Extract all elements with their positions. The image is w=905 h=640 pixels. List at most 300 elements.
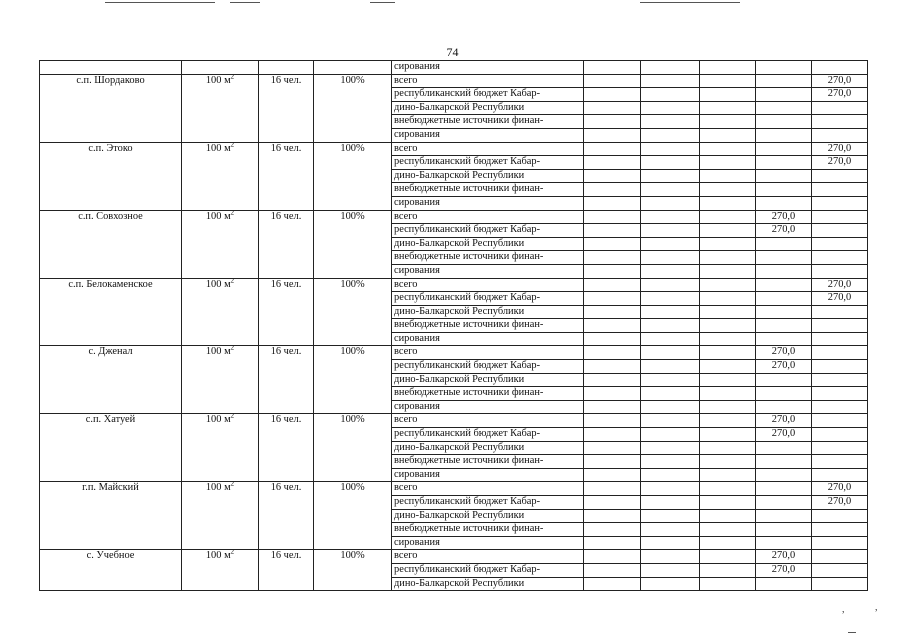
value-cell — [812, 428, 868, 442]
value-cell — [756, 400, 812, 414]
value-cell: 270,0 — [756, 346, 812, 360]
value-cell — [756, 577, 812, 591]
funding-source-cell: дино-Балкарской Республики — [392, 509, 584, 523]
value-cell — [641, 74, 700, 88]
funding-source-cell: сирования — [392, 128, 584, 142]
value-cell — [756, 74, 812, 88]
value-cell — [584, 264, 641, 278]
people-count: 16 чел. — [259, 142, 314, 210]
funding-source-cell: сирования — [392, 264, 584, 278]
value-cell — [641, 196, 700, 210]
value-cell — [641, 441, 700, 455]
value-cell — [700, 210, 756, 224]
value-cell — [700, 142, 756, 156]
scan-edge-mark — [370, 2, 395, 3]
value-cell — [584, 373, 641, 387]
area-value: 100 — [205, 142, 222, 154]
value-cell — [700, 523, 756, 537]
table-row — [40, 550, 868, 564]
value-cell — [584, 183, 641, 197]
area-unit-exponent: 2 — [230, 413, 235, 420]
settlement-name: с.п. Хатуей — [40, 414, 182, 482]
value-cell — [812, 509, 868, 523]
coverage-percent: 100% — [314, 414, 392, 482]
value-cell — [812, 128, 868, 142]
value-cell — [700, 115, 756, 129]
area-cell — [182, 550, 259, 591]
value-cell — [700, 577, 756, 591]
funding-source-cell: внебюджетные источники финан- — [392, 115, 584, 129]
settlement-name: с.п. Совхозное — [40, 210, 182, 278]
coverage-percent: 100% — [314, 346, 392, 414]
value-cell — [812, 387, 868, 401]
value-cell — [641, 523, 700, 537]
value-cell — [812, 468, 868, 482]
value-cell — [641, 414, 700, 428]
funding-source-cell: сирования — [392, 400, 584, 414]
value-cell — [641, 169, 700, 183]
coverage-percent: 100% — [314, 210, 392, 278]
funding-source-cell: внебюджетные источники финан- — [392, 251, 584, 265]
value-cell — [700, 400, 756, 414]
value-cell — [700, 61, 756, 75]
value-cell — [584, 319, 641, 333]
funding-source-cell: дино-Балкарской Республики — [392, 441, 584, 455]
value-cell — [584, 563, 641, 577]
value-cell — [812, 183, 868, 197]
value-cell — [756, 251, 812, 265]
value-cell — [756, 61, 812, 75]
funding-source-cell: республиканский бюджет Кабар- — [392, 224, 584, 238]
area-cell — [182, 482, 259, 550]
value-cell — [700, 169, 756, 183]
value-cell — [584, 441, 641, 455]
value-cell — [700, 292, 756, 306]
table-row — [40, 482, 868, 496]
area-value: 100 — [205, 346, 222, 358]
value-cell: 270,0 — [812, 142, 868, 156]
value-cell — [756, 305, 812, 319]
area-value: 100 — [205, 210, 222, 222]
value-cell — [812, 169, 868, 183]
area-unit: м — [224, 210, 231, 222]
value-cell — [584, 237, 641, 251]
settlement-name: с.п. Белокаменское — [40, 278, 182, 346]
area-cell — [182, 142, 259, 210]
value-cell — [641, 563, 700, 577]
value-cell — [584, 101, 641, 115]
value-cell — [812, 400, 868, 414]
empty-cell — [314, 61, 392, 75]
value-cell — [700, 441, 756, 455]
value-cell — [641, 264, 700, 278]
value-cell — [641, 278, 700, 292]
value-cell — [584, 61, 641, 75]
value-cell — [700, 428, 756, 442]
funding-source-cell: всего — [392, 74, 584, 88]
value-cell — [700, 373, 756, 387]
value-cell — [812, 196, 868, 210]
value-cell: 270,0 — [812, 292, 868, 306]
area-unit: м — [224, 482, 231, 494]
value-cell — [756, 142, 812, 156]
value-cell — [584, 496, 641, 510]
funding-source-cell: дино-Балкарской Республики — [392, 169, 584, 183]
area-value: 100 — [205, 550, 222, 562]
area-cell — [182, 346, 259, 414]
coverage-percent: 100% — [314, 482, 392, 550]
settlement-name: с.п. Этоко — [40, 142, 182, 210]
value-cell — [584, 360, 641, 374]
value-cell — [641, 224, 700, 238]
value-cell — [641, 373, 700, 387]
value-cell — [641, 251, 700, 265]
value-cell: 270,0 — [756, 550, 812, 564]
value-cell — [641, 332, 700, 346]
funding-source-cell: республиканский бюджет Кабар- — [392, 360, 584, 374]
value-cell — [756, 237, 812, 251]
settlement-name: г.п. Майский — [40, 482, 182, 550]
value-cell — [812, 550, 868, 564]
value-cell — [641, 183, 700, 197]
funding-source-cell: всего — [392, 346, 584, 360]
value-cell — [812, 332, 868, 346]
value-cell — [641, 455, 700, 469]
area-unit: м — [224, 142, 231, 154]
people-count: 16 чел. — [259, 278, 314, 346]
value-cell — [700, 468, 756, 482]
table-row — [40, 210, 868, 224]
settlement-name: с.п. Шордаково — [40, 74, 182, 142]
value-cell — [700, 74, 756, 88]
value-cell — [700, 88, 756, 102]
value-cell — [700, 224, 756, 238]
scan-edge-mark — [640, 2, 740, 3]
funding-source-cell: всего — [392, 550, 584, 564]
value-cell: 270,0 — [812, 482, 868, 496]
value-cell — [584, 468, 641, 482]
area-unit-exponent: 2 — [230, 142, 235, 149]
value-cell: 270,0 — [756, 210, 812, 224]
value-cell — [641, 101, 700, 115]
value-cell: 270,0 — [812, 278, 868, 292]
value-cell: 270,0 — [756, 563, 812, 577]
value-cell — [812, 346, 868, 360]
funding-source-cell: всего — [392, 414, 584, 428]
value-cell: 270,0 — [812, 496, 868, 510]
value-cell — [812, 224, 868, 238]
value-cell — [641, 346, 700, 360]
scan-dot-mark: , — [875, 602, 878, 613]
value-cell — [584, 536, 641, 550]
value-cell: 270,0 — [812, 88, 868, 102]
value-cell — [641, 509, 700, 523]
value-cell — [641, 210, 700, 224]
value-cell — [812, 360, 868, 374]
value-cell — [756, 88, 812, 102]
value-cell — [756, 319, 812, 333]
area-unit: м — [224, 278, 231, 290]
area-value: 100 — [205, 278, 222, 290]
value-cell — [812, 101, 868, 115]
funding-source-cell: всего — [392, 142, 584, 156]
funding-source-cell: внебюджетные источники финан- — [392, 183, 584, 197]
value-cell — [756, 455, 812, 469]
funding-source-cell: сирования — [392, 196, 584, 210]
value-cell — [584, 196, 641, 210]
people-count: 16 чел. — [259, 550, 314, 591]
area-unit-exponent: 2 — [230, 481, 235, 488]
value-cell — [812, 577, 868, 591]
area-cell — [182, 278, 259, 346]
area-value: 100 — [205, 482, 222, 494]
value-cell — [584, 305, 641, 319]
funding-source-cell: сирования — [392, 332, 584, 346]
funding-source-cell: сирования — [392, 61, 584, 75]
value-cell — [584, 142, 641, 156]
funding-source-cell: внебюджетные источники финан- — [392, 387, 584, 401]
value-cell — [641, 128, 700, 142]
value-cell — [584, 387, 641, 401]
value-cell — [756, 128, 812, 142]
value-cell — [812, 455, 868, 469]
empty-cell — [40, 61, 182, 75]
value-cell — [641, 577, 700, 591]
value-cell — [584, 169, 641, 183]
value-cell — [812, 441, 868, 455]
value-cell — [700, 128, 756, 142]
area-value: 100 — [205, 414, 222, 426]
funding-source-cell: дино-Балкарской Республики — [392, 373, 584, 387]
people-count: 16 чел. — [259, 482, 314, 550]
value-cell — [641, 400, 700, 414]
page-number: 74 — [446, 45, 459, 59]
value-cell — [584, 482, 641, 496]
value-cell — [756, 496, 812, 510]
value-cell — [641, 536, 700, 550]
value-cell — [756, 523, 812, 537]
value-cell — [641, 468, 700, 482]
people-count: 16 чел. — [259, 74, 314, 142]
value-cell — [700, 156, 756, 170]
value-cell — [700, 332, 756, 346]
funding-source-cell: республиканский бюджет Кабар- — [392, 88, 584, 102]
value-cell — [756, 292, 812, 306]
coverage-percent: 100% — [314, 74, 392, 142]
funding-source-cell: всего — [392, 482, 584, 496]
value-cell — [812, 373, 868, 387]
area-unit: м — [224, 550, 231, 562]
value-cell — [584, 577, 641, 591]
empty-cell — [182, 61, 259, 75]
value-cell — [756, 441, 812, 455]
people-count: 16 чел. — [259, 414, 314, 482]
value-cell — [641, 292, 700, 306]
value-cell — [641, 305, 700, 319]
table-row — [40, 61, 868, 75]
funding-source-cell: республиканский бюджет Кабар- — [392, 496, 584, 510]
value-cell — [756, 468, 812, 482]
area-unit-exponent: 2 — [230, 74, 235, 81]
value-cell — [584, 251, 641, 265]
value-cell — [584, 88, 641, 102]
scan-edge-mark — [848, 632, 856, 633]
funding-source-cell: внебюджетные источники финан- — [392, 455, 584, 469]
value-cell — [584, 128, 641, 142]
value-cell — [700, 455, 756, 469]
value-cell: 270,0 — [756, 224, 812, 238]
value-cell — [641, 387, 700, 401]
value-cell — [641, 496, 700, 510]
value-cell — [700, 550, 756, 564]
table-row — [40, 414, 868, 428]
value-cell — [584, 428, 641, 442]
value-cell — [584, 400, 641, 414]
value-cell — [700, 509, 756, 523]
value-cell — [812, 414, 868, 428]
value-cell — [756, 332, 812, 346]
value-cell — [700, 536, 756, 550]
table-row — [40, 278, 868, 292]
value-cell: 270,0 — [756, 414, 812, 428]
value-cell — [700, 251, 756, 265]
value-cell — [700, 237, 756, 251]
value-cell — [756, 536, 812, 550]
value-cell — [641, 319, 700, 333]
funding-source-cell: всего — [392, 278, 584, 292]
value-cell — [700, 360, 756, 374]
area-unit: м — [224, 414, 231, 426]
scan-edge-mark — [105, 2, 215, 3]
value-cell — [641, 360, 700, 374]
funding-source-cell: внебюджетные источники финан- — [392, 523, 584, 537]
value-cell — [584, 346, 641, 360]
value-cell — [584, 523, 641, 537]
value-cell — [756, 156, 812, 170]
value-cell — [700, 482, 756, 496]
value-cell — [700, 319, 756, 333]
value-cell — [700, 264, 756, 278]
funding-source-cell: республиканский бюджет Кабар- — [392, 156, 584, 170]
coverage-percent: 100% — [314, 142, 392, 210]
value-cell — [700, 346, 756, 360]
value-cell — [641, 142, 700, 156]
value-cell — [641, 88, 700, 102]
value-cell — [641, 482, 700, 496]
area-value: 100 — [205, 74, 222, 86]
value-cell — [584, 74, 641, 88]
funding-source-cell: всего — [392, 210, 584, 224]
value-cell — [700, 414, 756, 428]
value-cell — [700, 496, 756, 510]
value-cell — [584, 455, 641, 469]
area-cell — [182, 414, 259, 482]
funding-source-cell: дино-Балкарской Республики — [392, 237, 584, 251]
value-cell — [812, 61, 868, 75]
value-cell: 270,0 — [756, 428, 812, 442]
area-unit-exponent: 2 — [230, 210, 235, 217]
area-cell — [182, 210, 259, 278]
value-cell — [812, 237, 868, 251]
funding-table — [39, 60, 868, 591]
people-count: 16 чел. — [259, 210, 314, 278]
value-cell — [641, 550, 700, 564]
value-cell — [812, 210, 868, 224]
value-cell — [700, 183, 756, 197]
value-cell — [812, 305, 868, 319]
value-cell — [584, 210, 641, 224]
value-cell — [700, 101, 756, 115]
settlement-name: с. Учебное — [40, 550, 182, 591]
value-cell — [756, 278, 812, 292]
value-cell — [641, 115, 700, 129]
value-cell — [584, 550, 641, 564]
area-unit: м — [224, 346, 231, 358]
value-cell — [700, 278, 756, 292]
value-cell — [584, 115, 641, 129]
funding-source-cell: дино-Балкарской Республики — [392, 101, 584, 115]
value-cell — [756, 509, 812, 523]
value-cell: 270,0 — [812, 74, 868, 88]
value-cell — [812, 264, 868, 278]
value-cell — [812, 115, 868, 129]
value-cell — [641, 237, 700, 251]
area-cell — [182, 74, 259, 142]
value-cell: 270,0 — [756, 360, 812, 374]
people-count: 16 чел. — [259, 346, 314, 414]
value-cell — [812, 319, 868, 333]
value-cell — [756, 387, 812, 401]
value-cell — [756, 115, 812, 129]
value-cell — [700, 387, 756, 401]
coverage-percent: 100% — [314, 550, 392, 591]
value-cell — [584, 292, 641, 306]
value-cell — [584, 278, 641, 292]
value-cell — [584, 332, 641, 346]
funding-source-cell: внебюджетные источники финан- — [392, 319, 584, 333]
value-cell — [641, 156, 700, 170]
empty-cell — [259, 61, 314, 75]
value-cell — [584, 156, 641, 170]
value-cell — [584, 414, 641, 428]
value-cell — [812, 523, 868, 537]
table-row — [40, 74, 868, 88]
value-cell — [756, 101, 812, 115]
scan-edge-mark — [230, 2, 260, 3]
funding-source-cell: сирования — [392, 468, 584, 482]
value-cell — [584, 509, 641, 523]
funding-source-cell: сирования — [392, 536, 584, 550]
value-cell — [700, 305, 756, 319]
settlement-name: с. Дженал — [40, 346, 182, 414]
value-cell — [812, 251, 868, 265]
value-cell — [756, 373, 812, 387]
value-cell — [756, 183, 812, 197]
funding-source-cell: республиканский бюджет Кабар- — [392, 428, 584, 442]
value-cell — [756, 482, 812, 496]
area-unit-exponent: 2 — [230, 345, 235, 352]
scan-dot-mark: , — [842, 604, 845, 615]
table-row — [40, 346, 868, 360]
value-cell — [700, 196, 756, 210]
funding-source-cell: республиканский бюджет Кабар- — [392, 563, 584, 577]
value-cell — [756, 169, 812, 183]
funding-source-cell: дино-Балкарской Республики — [392, 577, 584, 591]
value-cell — [700, 563, 756, 577]
table-row — [40, 142, 868, 156]
area-unit-exponent: 2 — [230, 549, 235, 556]
coverage-percent: 100% — [314, 278, 392, 346]
